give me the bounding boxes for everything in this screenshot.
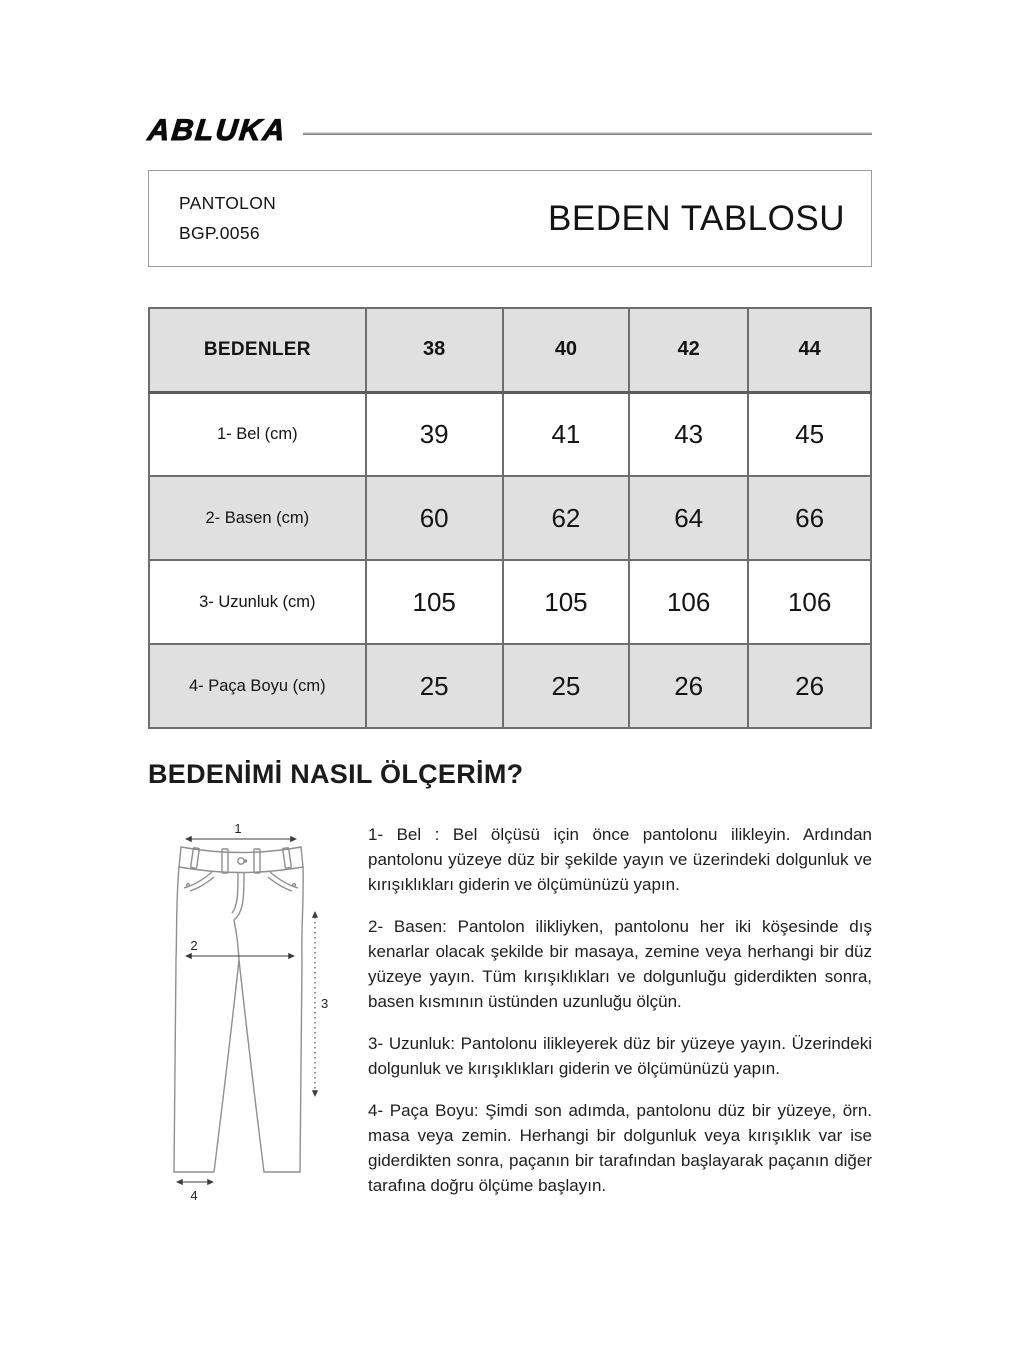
sizes-header-cell: BEDENLER — [149, 308, 366, 392]
size-value-cell: 25 — [503, 644, 629, 728]
brand-logo: ABLUKA — [146, 114, 289, 147]
pants-outline — [174, 847, 303, 1172]
brand-header — [148, 116, 872, 146]
size-value-cell: 62 — [503, 476, 629, 560]
size-value-cell: 25 — [366, 644, 503, 728]
size-value-cell: 41 — [503, 392, 629, 476]
size-value-cell: 66 — [748, 476, 871, 560]
size-column-header: 38 — [366, 308, 503, 392]
table-row — [149, 644, 871, 728]
size-value-cell: 64 — [629, 476, 748, 560]
product-info-box — [148, 170, 872, 267]
product-type: PANTOLON — [179, 192, 277, 213]
size-value-cell: 106 — [748, 560, 871, 644]
table-row — [149, 392, 871, 476]
size-value-cell: 105 — [503, 560, 629, 644]
diagram-label-1: 1 — [234, 821, 242, 836]
instruction-paragraph: 1- Bel : Bel ölçüsü için önce pantolonu ilikleyin. Ardından pantolonu yüzeye düz bir şekilde yayın ve üzerindeki dolgunluk ve kırışıklıkları giderin ve ölçümünüzü yapın. — [368, 825, 872, 894]
instructions-column — [368, 820, 872, 1215]
size-column-header: 44 — [748, 308, 871, 392]
instruction-paragraph: 3- Uzunluk: Pantolonu ilikleyerek düz bir yüzeye yayın. Üzerindeki dolgunluk ve kırışıklıkları giderin ve ölçümünüzü yapın. — [368, 1034, 872, 1078]
size-table-header-row — [149, 308, 871, 392]
table-row — [149, 476, 871, 560]
size-value-cell: 45 — [748, 392, 871, 476]
size-column-header: 42 — [629, 308, 748, 392]
size-chart-title: BEDEN TABLOSU — [548, 198, 845, 238]
measurement-label: 3- Uzunluk (cm) — [149, 560, 366, 644]
measurement-label: 1- Bel (cm) — [149, 392, 366, 476]
measurement-arrows — [177, 839, 315, 1182]
size-column-header: 40 — [503, 308, 629, 392]
size-value-cell: 60 — [366, 476, 503, 560]
size-value-cell: 105 — [366, 560, 503, 644]
diagram-labels — [190, 821, 328, 1203]
instruction-paragraph: 2- Basen: Pantolon ilikliyken, pantolonu her iki köşesinde dış kenarlar olacak şekilde bir masaya, zemine veya herhangi bir düz yüzeye yayın. Tüm kırışıklıkları ve dolgunluğu giderdikten sonra, basen kısmının üstünden uzunluğu ölçün. — [368, 917, 872, 1011]
header-rule-line — [303, 132, 872, 135]
size-value-cell: 39 — [366, 392, 503, 476]
table-row — [149, 560, 871, 644]
product-code: BGP.0056 — [179, 222, 260, 243]
measurement-label: 4- Paça Boyu (cm) — [149, 644, 366, 728]
how-to-content — [148, 820, 872, 1215]
pants-diagram-svg — [148, 820, 368, 1210]
size-value-cell: 26 — [629, 644, 748, 728]
size-value-cell: 106 — [629, 560, 748, 644]
how-to-heading: BEDENİMİ NASIL ÖLÇERİM? — [148, 759, 524, 789]
size-chart-page — [148, 0, 872, 1215]
pants-diagram — [148, 820, 368, 1215]
instruction-paragraph: 4- Paça Boyu: Şimdi son adımda, pantolonu düz bir yüzeye, örn. masa veya zemin. Herhangi bir dolgunluk veya kırışıklık var ise giderdikten sonra, paçanın bir tarafından başlayarak paçanın diğer tarafına doğru ölçüme başlayın. — [368, 1101, 872, 1195]
diagram-label-4: 4 — [190, 1188, 198, 1203]
size-value-cell: 43 — [629, 392, 748, 476]
size-table — [148, 307, 872, 729]
size-value-cell: 26 — [748, 644, 871, 728]
diagram-label-2: 2 — [190, 938, 198, 953]
measurement-label: 2- Basen (cm) — [149, 476, 366, 560]
diagram-label-3: 3 — [321, 996, 329, 1011]
product-meta — [179, 189, 276, 249]
